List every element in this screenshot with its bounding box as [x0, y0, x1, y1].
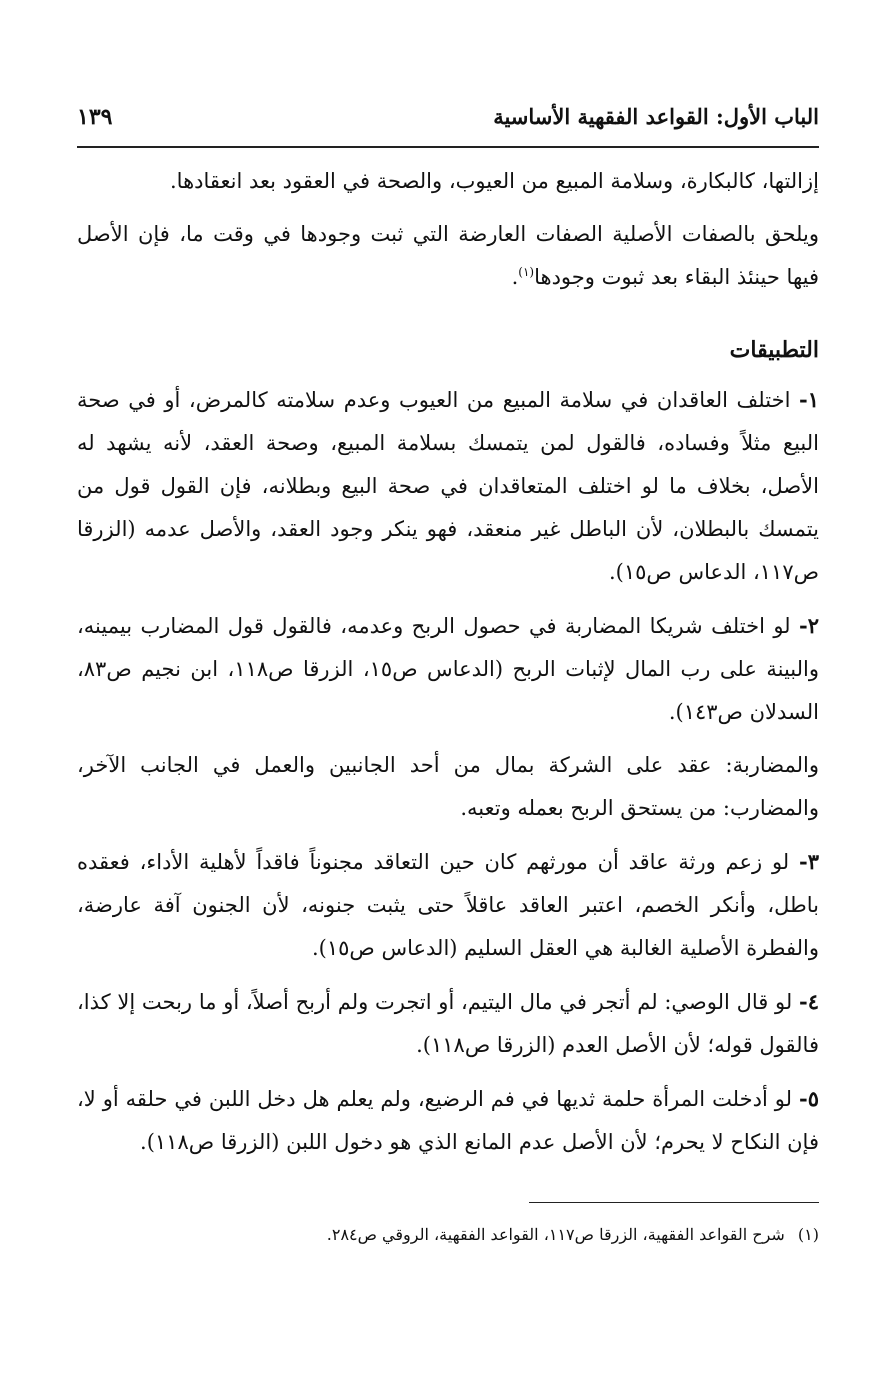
- application-item: [77, 980, 819, 1067]
- paragraph-text: ويلحق بالصفات الأصلية الصفات العارضة التي ثبت وجودها في وقت ما، فإن الأصل فيها حينئذ البقاء بعد ثبوت وجودها: [77, 222, 819, 289]
- paragraph: [77, 213, 819, 299]
- footnote: [77, 1222, 819, 1248]
- application-item: [77, 604, 819, 734]
- application-item: [77, 1077, 819, 1164]
- definition-paragraph: [77, 744, 819, 830]
- item-text: لو قال الوصي: لم أتجر في مال اليتيم، أو اتجرت ولم أربح أصلاً، أو ما ربحت إلا كذا، فالقول قوله؛ لأن الأصل العدم (الزرقا ص١١٨).: [77, 990, 819, 1057]
- item-number: ٤-: [799, 989, 819, 1014]
- section-heading: التطبيقات: [729, 337, 819, 363]
- paragraph: [77, 160, 819, 203]
- footnote-marker: (١): [797, 1225, 819, 1244]
- item-number: ٢-: [799, 613, 819, 638]
- item-number: ٥-: [798, 1086, 819, 1111]
- item-number: ١-: [799, 387, 819, 412]
- paragraph-text: إزالتها، كالبكارة، وسلامة المبيع من العيوب، والصحة في العقود بعد انعقادها.: [170, 169, 819, 193]
- application-item: [77, 840, 819, 970]
- paragraph-text: والمضاربة: عقد على الشركة بمال من أحد الجانبين والعمل في الجانب الآخر، والمضارب: من يستحق الربح بعمله وتعبه.: [77, 753, 819, 820]
- application-item: [77, 378, 819, 594]
- footnote-text: شرح القواعد الفقهية، الزرقا ص١١٧، القواعد الفقهية، الروقي ص٢٨٤.: [326, 1225, 785, 1244]
- main-text: [77, 160, 819, 1174]
- page-number: ١٣٩: [77, 104, 113, 130]
- item-text: لو اختلف شريكا المضاربة في حصول الربح وعدمه، فالقول قول المضارب بيمينه، والبينة على رب المال لإثبات الربح (الدعاس ص١٥، الزرقا ص١١٨، ابن نجيم ص٨٣، السدلان ص١٤٣).: [77, 614, 819, 724]
- footnote-reference[interactable]: (١): [518, 265, 535, 279]
- page-header: [77, 104, 819, 140]
- running-head: الباب الأول: القواعد الفقهية الأساسية: [493, 104, 819, 129]
- paragraph-text-end: .: [511, 265, 519, 289]
- item-text: لو زعم ورثة عاقد أن مورثهم كان حين التعاقد مجنوناً فاقداً لأهلية الأداء، فعقده باطل، وأنكر الخصم، اعتبر العاقد عاقلاً حتى يثبت جنونه، لأن الجنون آفة عارضة، والفطرة الأصلية الغالبة هي العقل السليم (الدعاس ص١٥).: [77, 850, 819, 960]
- header-rule: [77, 146, 819, 148]
- item-text: لو أدخلت المرأة حلمة ثديها في فم الرضيع، ولم يعلم هل دخل اللبن في حلقه أو لا، فإن النكاح لا يحرم؛ لأن الأصل عدم المانع الذي هو دخول اللبن (الزرقا ص١١٨).: [77, 1087, 819, 1154]
- item-number: ٣-: [799, 849, 819, 874]
- footnote-rule: [529, 1202, 819, 1203]
- item-text: اختلف العاقدان في سلامة المبيع من العيوب وعدم سلامته كالمرض، أو في صحة البيع مثلاً وفساده، فالقول لمن يتمسك بسلامة المبيع، وصحة العقد، لأنه يشهد له الأصل، بخلاف ما لو اختلف المتعاقدان في صحة البيع وبطلانه، فإن القول قول من يتمسك بالبطلان، لأن الباطل غير منعقد، فهو ينكر وجود العقد، والأصل عدمه (الزرقا ص١١٧، الدعاس ص١٥).: [77, 388, 819, 584]
